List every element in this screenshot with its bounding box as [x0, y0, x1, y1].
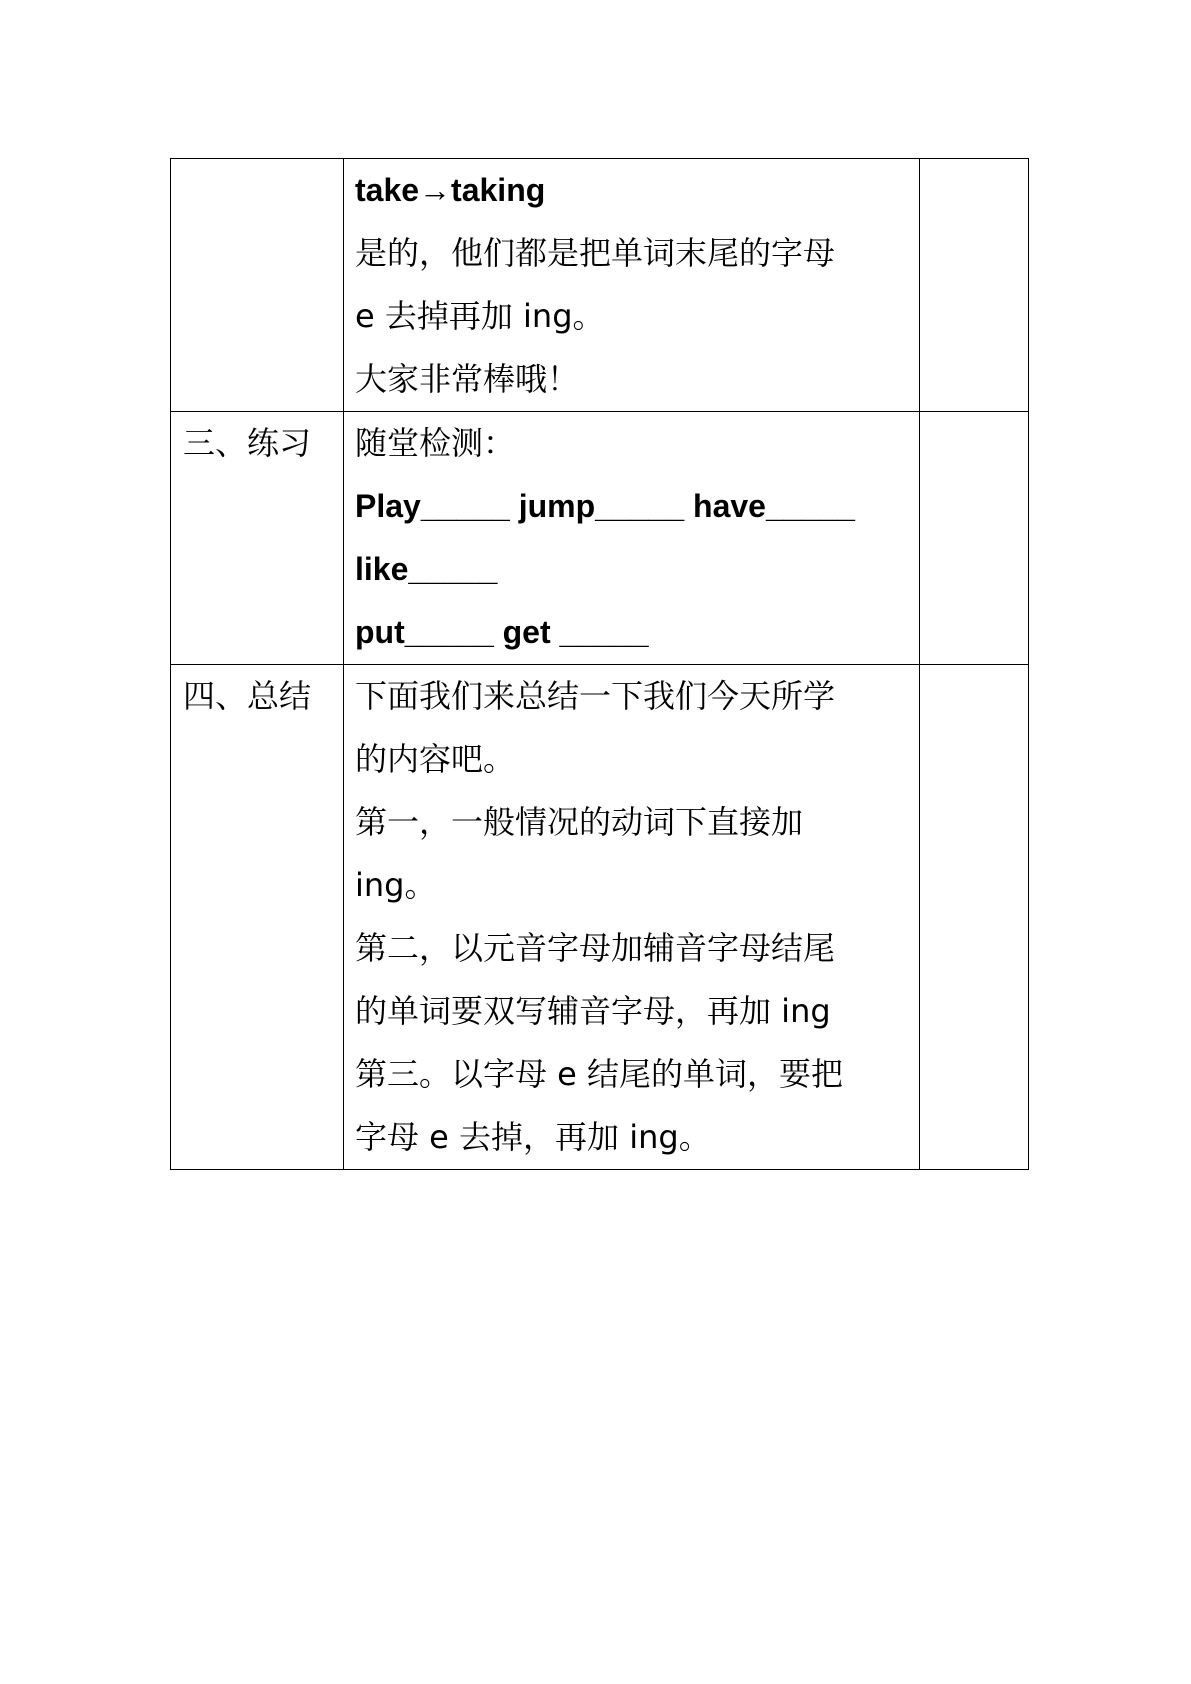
- content-line: e 去掉再加 ing。: [355, 297, 605, 335]
- content-line: 的内容吧。: [355, 740, 516, 778]
- notes-cell: [920, 159, 1029, 412]
- content-line: ing。: [355, 866, 437, 904]
- step-cell: [171, 412, 344, 665]
- step-label: 三、练习: [183, 424, 312, 462]
- content-line: 字母 e 去掉，再加 ing。: [355, 1118, 711, 1156]
- content-line: 是的，他们都是把单词末尾的字母: [355, 234, 836, 272]
- step-cell: [171, 665, 344, 1170]
- content-line: 下面我们来总结一下我们今天所学: [355, 677, 836, 715]
- exercise-line: Play_____ jump_____ have_____: [355, 488, 855, 524]
- content-line: 第三。以字母 e 结尾的单词，要把: [355, 1055, 844, 1093]
- step-label: 四、总结: [183, 677, 312, 715]
- content-line: 第二，以元音字母加辅音字母结尾: [355, 929, 836, 967]
- lesson-table: [170, 158, 1029, 1170]
- step-cell: [171, 159, 344, 412]
- content-cell: [344, 665, 920, 1170]
- table-row: [171, 159, 1029, 412]
- content-line: 的单词要双写辅音字母，再加 ing: [355, 992, 831, 1030]
- exercise-line: like_____: [355, 551, 498, 587]
- notes-cell: [920, 412, 1029, 665]
- content-cell: [344, 159, 920, 412]
- table-row: [171, 412, 1029, 665]
- content-line: 随堂检测：: [355, 424, 516, 462]
- exercise-line: put_____ get _____: [355, 614, 649, 650]
- content-line: 第一，一般情况的动词下直接加: [355, 803, 804, 841]
- content-cell: [344, 412, 920, 665]
- content-line: take→taking: [355, 172, 546, 208]
- table-row: [171, 665, 1029, 1170]
- notes-cell: [920, 665, 1029, 1170]
- content-line: 大家非常棒哦！: [355, 360, 580, 398]
